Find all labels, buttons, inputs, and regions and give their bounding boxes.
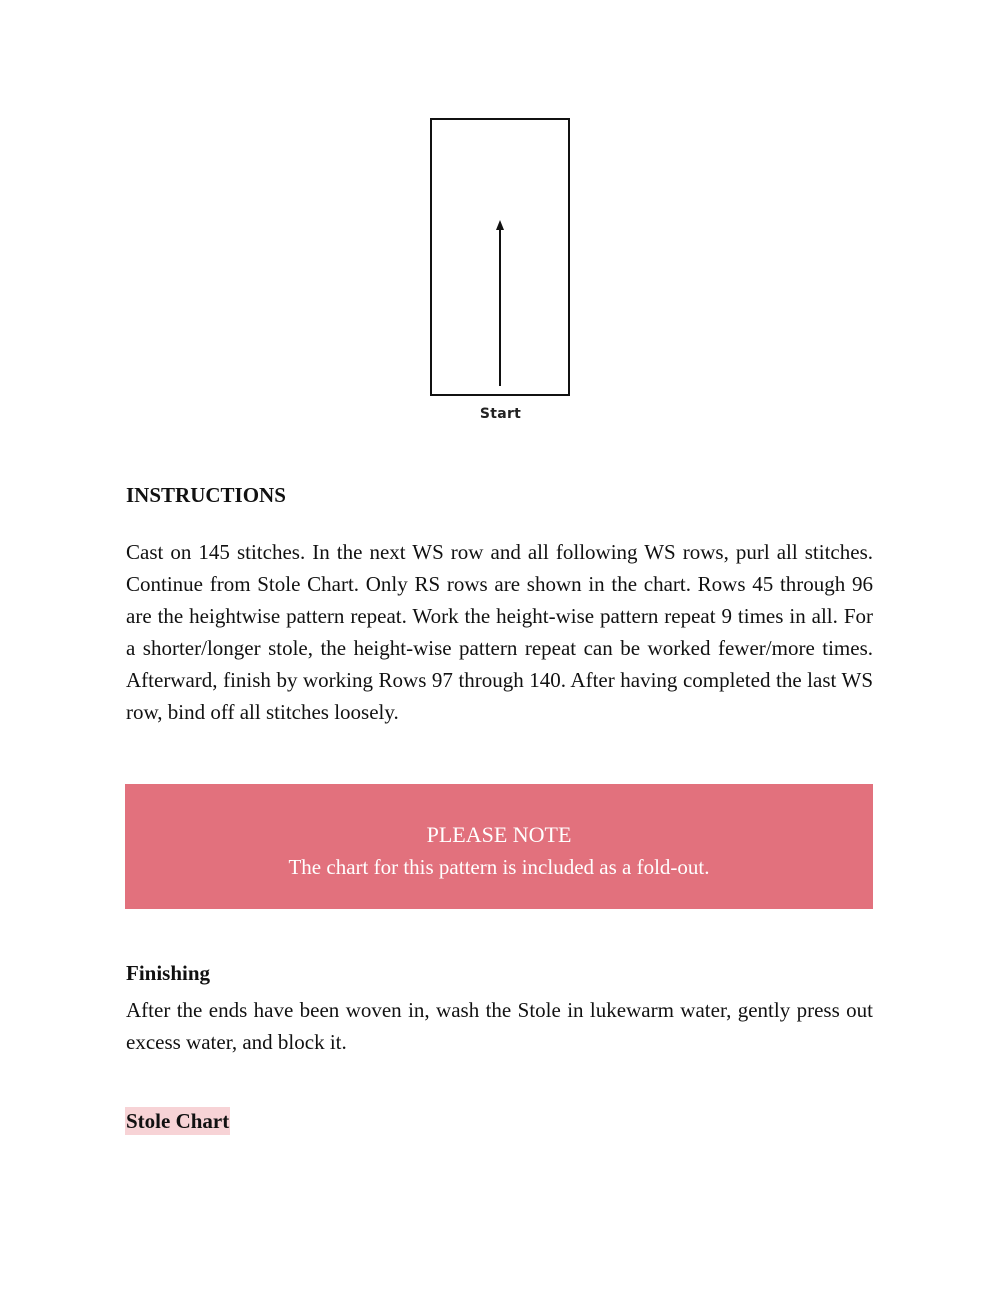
- please-note-box: [125, 784, 873, 909]
- note-text: The chart for this pattern is included as a fold-out.: [288, 855, 710, 879]
- finishing-heading: Finishing: [126, 961, 211, 985]
- instructions-text: Cast on 145 stitches. In the next WS row and all following WS rows, purl all stitches. Continue from Stole Chart. Only RS rows are shown in the chart. Rows 45 through 96 are the heightwise pattern repeat. Work the height-wise pattern repeat 9 times in all. For a shorter/longer stole, the height-wise pattern repeat can be worked fewer/more times. Afterward, finish by working Rows 97 through 140. After having completed the last WS row, bind off all stitches loosely.: [126, 540, 873, 724]
- direction-arrow-head: [496, 220, 504, 230]
- instructions-heading: INSTRUCTIONS: [126, 483, 286, 507]
- finishing-text: After the ends have been woven in, wash the Stole in lukewarm water, gently press out excess water, and block it.: [126, 998, 873, 1054]
- stole-outline-graphic: [429, 117, 572, 402]
- note-title: PLEASE NOTE: [426, 822, 572, 847]
- knitting-direction-diagram: [429, 117, 572, 427]
- stole-chart-heading: Stole Chart: [126, 1109, 230, 1133]
- start-label: Start: [479, 406, 522, 422]
